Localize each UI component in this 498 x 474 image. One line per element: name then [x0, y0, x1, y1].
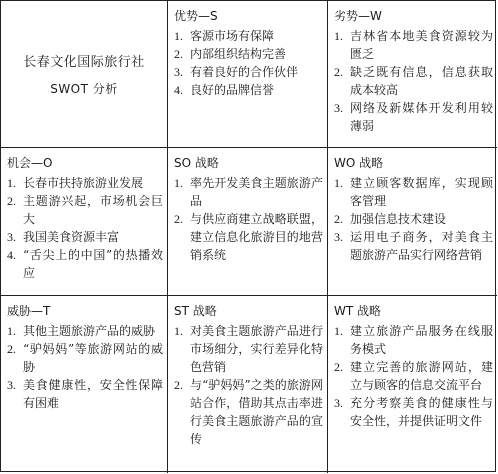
list-item: 1. 客源市场有保障: [174, 29, 275, 43]
list-item: 3. 充分考察美食的健康性与安全性，并提供证明文件: [334, 396, 493, 428]
st-strategy-cell: [167, 295, 327, 473]
opportunities-list: [1, 174, 167, 282]
threats-list: [1, 322, 167, 412]
list-item: 3. 美食健康性，安全性保障有困难: [7, 378, 163, 410]
list-item: 2. 加强信息技术建设: [334, 212, 447, 226]
list-item: 1. 建立旅游产品服务在线服务模式: [334, 324, 493, 356]
list-item: 4. 良好的品牌信誉: [174, 83, 275, 97]
corner-cell: [1, 1, 167, 147]
wt-strategy-cell: [327, 295, 497, 473]
opportunities-heading: 机会—O: [7, 156, 53, 170]
list-item: 1. 其他主题旅游产品的威胁: [7, 324, 156, 338]
list-item: 1. 建立顾客数据库，实现顾客管理: [334, 176, 493, 208]
list-item: 3. 有着良好的合作伙伴: [174, 65, 299, 79]
st-strategy-heading: ST 战略: [174, 304, 217, 318]
so-strategy-cell: [167, 147, 327, 295]
list-item: 3. 运用电子商务，对美食主题旅游产品实行网络营销: [334, 230, 493, 262]
wo-strategy-heading: WO 战略: [334, 156, 384, 170]
list-item: 2. “驴妈妈”等旅游网站的威胁: [7, 342, 163, 374]
wo-strategy-cell: [327, 147, 497, 295]
list-item: 2. 建立完善的旅游网站，建立与顾客的信息交流平台: [334, 360, 493, 392]
threats-heading: 威胁—T: [7, 304, 51, 318]
opportunities-cell: [1, 147, 167, 295]
strengths-list: [168, 27, 327, 99]
list-item: 2. 内部组织结构完善: [174, 47, 287, 61]
so-strategy-list: [168, 174, 327, 264]
weaknesses-list: [328, 27, 497, 135]
wt-strategy-heading: WT 战略: [334, 304, 382, 318]
list-item: 4. “舌尖上的中国”的热播效应: [7, 248, 163, 280]
so-strategy-heading: SO 战略: [174, 156, 219, 170]
wt-strategy-list: [328, 322, 497, 430]
weaknesses-cell: [327, 1, 497, 147]
strengths-cell: [167, 1, 327, 147]
table-title: 长春文化国际旅行社: [23, 55, 145, 70]
list-item: 1. 率先开发美食主题旅游产品: [174, 176, 323, 208]
list-item: 1. 长春市扶持旅游业发展: [7, 176, 144, 190]
list-item: 3. 网络及新媒体开发利用较薄弱: [334, 101, 493, 133]
threats-cell: [1, 295, 167, 473]
list-item: 2. 与“驴妈妈”之类的旅游网站合作，借助其点击率进行美食主题旅游产品的宣传: [174, 378, 323, 446]
table-subtitle: SWOT 分析: [50, 82, 118, 96]
strengths-heading: 优势—S: [174, 9, 218, 23]
list-item: 1. 对美食主题旅游产品进行市场细分，实行差异化特色营销: [174, 324, 323, 374]
wo-strategy-list: [328, 174, 497, 264]
list-item: 3. 我国美食资源丰富: [7, 230, 120, 244]
st-strategy-list: [168, 322, 327, 448]
list-item: 2. 缺乏既有信息，信息获取成本较高: [334, 65, 493, 97]
weaknesses-heading: 劣势—W: [334, 9, 382, 23]
list-item: 2. 与供应商建立战略联盟，建立信息化旅游目的地营销系统: [174, 212, 323, 262]
list-item: 2. 主题游兴起，市场机会巨大: [7, 194, 163, 226]
list-item: 1. 吉林省本地美食资源较为匮乏: [334, 29, 493, 61]
